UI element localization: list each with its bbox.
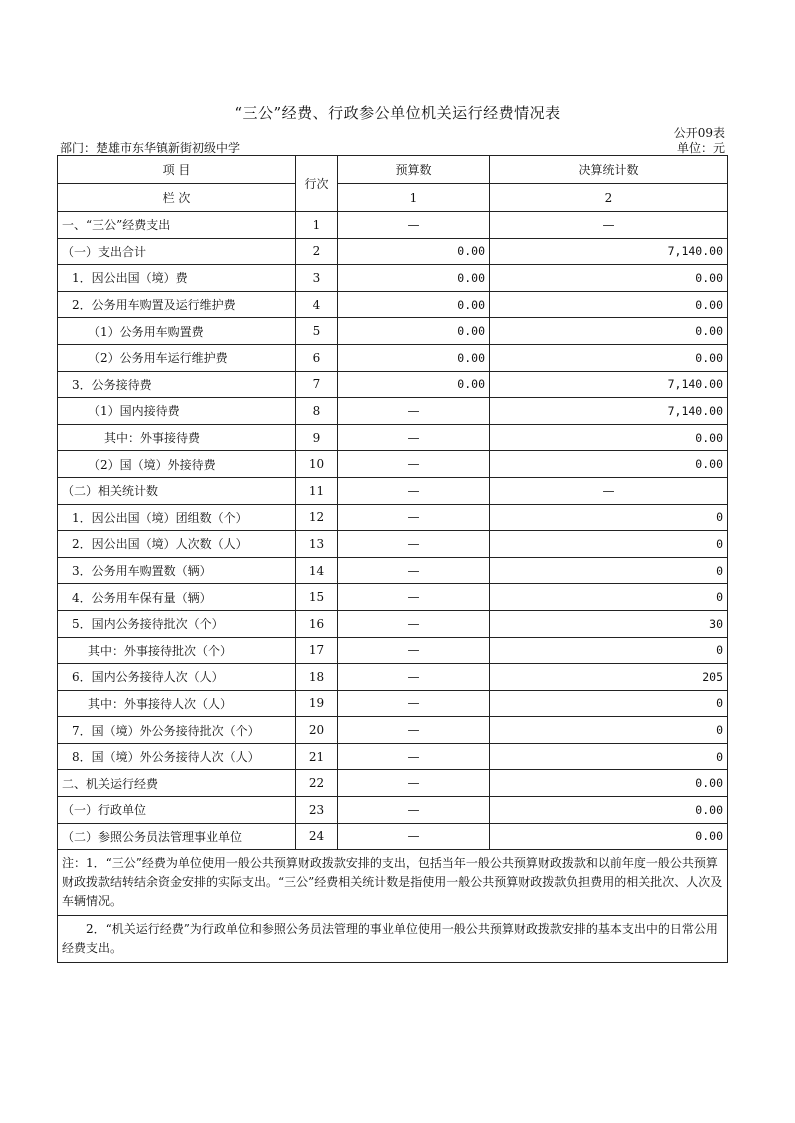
budget-value: — bbox=[338, 451, 490, 478]
actual-value: 0 bbox=[490, 637, 728, 664]
table-row bbox=[58, 557, 728, 584]
department-label: 部门：楚雄市东华镇新街初级中学 bbox=[60, 141, 241, 155]
row-label: （2）公务用车运行维护费 bbox=[58, 344, 296, 371]
note-row-1 bbox=[58, 850, 728, 916]
row-number: 1 bbox=[296, 212, 338, 239]
row-number: 11 bbox=[296, 477, 338, 504]
actual-value: 0.00 bbox=[490, 823, 728, 850]
table-row bbox=[58, 371, 728, 398]
row-label: 一、“三公”经费支出 bbox=[58, 212, 296, 239]
header-actual: 决算统计数 bbox=[490, 156, 728, 184]
row-number: 17 bbox=[296, 637, 338, 664]
budget-value: — bbox=[338, 477, 490, 504]
table-row bbox=[58, 690, 728, 717]
row-number: 18 bbox=[296, 664, 338, 691]
table-row bbox=[58, 398, 728, 425]
header-row-no: 行次 bbox=[296, 156, 338, 212]
table-row bbox=[58, 238, 728, 265]
header-col2: 2 bbox=[490, 184, 728, 212]
row-number: 20 bbox=[296, 717, 338, 744]
table-row bbox=[58, 265, 728, 292]
row-label: 1．因公出国（境）费 bbox=[58, 265, 296, 292]
notes-body bbox=[58, 850, 728, 963]
row-label: （2）国（境）外接待费 bbox=[58, 451, 296, 478]
table-row bbox=[58, 770, 728, 797]
row-label: 其中：外事接待人次（人） bbox=[58, 690, 296, 717]
budget-value: — bbox=[338, 717, 490, 744]
actual-value: 0 bbox=[490, 584, 728, 611]
row-label: 8．国（境）外公务接待人次（人） bbox=[58, 743, 296, 770]
budget-value: — bbox=[338, 664, 490, 691]
actual-value: 0.00 bbox=[490, 451, 728, 478]
actual-value: 0.00 bbox=[490, 797, 728, 824]
row-number: 2 bbox=[296, 238, 338, 265]
actual-value: 0.00 bbox=[490, 318, 728, 345]
row-number: 14 bbox=[296, 557, 338, 584]
table-row bbox=[58, 318, 728, 345]
row-label: 3．公务用车购置数（辆） bbox=[58, 557, 296, 584]
row-label: 7．国（境）外公务接待批次（个） bbox=[58, 717, 296, 744]
row-label: （一）支出合计 bbox=[58, 238, 296, 265]
row-number: 6 bbox=[296, 344, 338, 371]
row-label: （一）行政单位 bbox=[58, 797, 296, 824]
budget-value: — bbox=[338, 557, 490, 584]
row-number: 4 bbox=[296, 291, 338, 318]
budget-value: 0.00 bbox=[338, 344, 490, 371]
note-1: 注：1．“三公”经费为单位使用一般公共预算财政拨款安排的支出，包括当年一般公共预算财政拨款和以前年度一般公共预算财政拨款结转结余资金安排的实际支出。“三公”经费相关统计数是指使用一般公共预算财政拨款负担费用的相关批次、人次及 车辆情况。 bbox=[58, 850, 728, 916]
row-label: 2．因公出国（境）人次数（人） bbox=[58, 531, 296, 558]
form-number: 公开09表 bbox=[673, 126, 725, 140]
row-number: 23 bbox=[296, 797, 338, 824]
table-row bbox=[58, 477, 728, 504]
table-row bbox=[58, 637, 728, 664]
row-number: 3 bbox=[296, 265, 338, 292]
actual-value: 0.00 bbox=[490, 291, 728, 318]
row-label: 6．国内公务接待人次（人） bbox=[58, 664, 296, 691]
header-item: 项 目 bbox=[58, 156, 296, 184]
row-number: 16 bbox=[296, 610, 338, 637]
row-number: 21 bbox=[296, 743, 338, 770]
table-row bbox=[58, 531, 728, 558]
table-body bbox=[58, 156, 728, 850]
actual-value: 0.00 bbox=[490, 424, 728, 451]
actual-value: 0 bbox=[490, 690, 728, 717]
actual-value: 0 bbox=[490, 743, 728, 770]
table-row bbox=[58, 451, 728, 478]
budget-value: 0.00 bbox=[338, 265, 490, 292]
actual-value: 0 bbox=[490, 717, 728, 744]
row-label: 5．国内公务接待批次（个） bbox=[58, 610, 296, 637]
table-row bbox=[58, 291, 728, 318]
budget-value: 0.00 bbox=[338, 318, 490, 345]
budget-value: — bbox=[338, 398, 490, 425]
budget-value: — bbox=[338, 823, 490, 850]
table-row bbox=[58, 743, 728, 770]
row-label: （1）公务用车购置费 bbox=[58, 318, 296, 345]
row-label: （二）相关统计数 bbox=[58, 477, 296, 504]
note-2: 2．“机关运行经费”为行政单位和参照公务员法管理的事业单位使用一般公共预算财政拨款安排的基本支出中的日常公用经费支出。 bbox=[58, 916, 728, 963]
row-label: 4．公务用车保有量（辆） bbox=[58, 584, 296, 611]
unit-label: 单位：元 bbox=[676, 141, 725, 155]
row-label: 3．公务接待费 bbox=[58, 371, 296, 398]
budget-value: — bbox=[338, 637, 490, 664]
actual-value: 0 bbox=[490, 504, 728, 531]
budget-value: — bbox=[338, 424, 490, 451]
table-row bbox=[58, 212, 728, 239]
row-number: 7 bbox=[296, 371, 338, 398]
row-number: 15 bbox=[296, 584, 338, 611]
budget-value: — bbox=[338, 531, 490, 558]
budget-value: — bbox=[338, 770, 490, 797]
budget-value: — bbox=[338, 212, 490, 239]
table-row bbox=[58, 504, 728, 531]
actual-value: 7,140.00 bbox=[490, 371, 728, 398]
actual-value: 0.00 bbox=[490, 344, 728, 371]
actual-value: 7,140.00 bbox=[490, 398, 728, 425]
row-label: 2．公务用车购置及运行维护费 bbox=[58, 291, 296, 318]
column-index-row bbox=[58, 184, 728, 212]
budget-value: 0.00 bbox=[338, 291, 490, 318]
row-label: （1）国内接待费 bbox=[58, 398, 296, 425]
budget-value: — bbox=[338, 743, 490, 770]
row-number: 9 bbox=[296, 424, 338, 451]
row-label: 其中：外事接待费 bbox=[58, 424, 296, 451]
actual-value: 0 bbox=[490, 531, 728, 558]
budget-value: 0.00 bbox=[338, 371, 490, 398]
header-column: 栏 次 bbox=[58, 184, 296, 212]
row-number: 5 bbox=[296, 318, 338, 345]
page-title: “三公”经费、行政参公单位机关运行经费情况表 bbox=[234, 104, 561, 122]
header-row bbox=[58, 156, 728, 184]
row-label: 其中：外事接待批次（个） bbox=[58, 637, 296, 664]
row-label: 1．因公出国（境）团组数（个） bbox=[58, 504, 296, 531]
row-label: （二）参照公务员法管理事业单位 bbox=[58, 823, 296, 850]
actual-value: 0 bbox=[490, 557, 728, 584]
row-number: 24 bbox=[296, 823, 338, 850]
table-row bbox=[58, 717, 728, 744]
budget-value: — bbox=[338, 690, 490, 717]
header-col1: 1 bbox=[338, 184, 490, 212]
row-number: 22 bbox=[296, 770, 338, 797]
actual-value: — bbox=[490, 212, 728, 239]
actual-value: 30 bbox=[490, 610, 728, 637]
table-row bbox=[58, 610, 728, 637]
actual-value: 0.00 bbox=[490, 770, 728, 797]
table-row bbox=[58, 823, 728, 850]
header-budget: 预算数 bbox=[338, 156, 490, 184]
actual-value: 205 bbox=[490, 664, 728, 691]
expense-table bbox=[57, 155, 728, 963]
row-number: 10 bbox=[296, 451, 338, 478]
actual-value: — bbox=[490, 477, 728, 504]
table-row bbox=[58, 797, 728, 824]
row-number: 13 bbox=[296, 531, 338, 558]
actual-value: 0.00 bbox=[490, 265, 728, 292]
actual-value: 7,140.00 bbox=[490, 238, 728, 265]
table-row bbox=[58, 664, 728, 691]
note-row-2 bbox=[58, 916, 728, 963]
row-number: 8 bbox=[296, 398, 338, 425]
table-row bbox=[58, 584, 728, 611]
row-label: 二、机关运行经费 bbox=[58, 770, 296, 797]
budget-value: — bbox=[338, 797, 490, 824]
budget-value: — bbox=[338, 584, 490, 611]
table-row bbox=[58, 344, 728, 371]
row-number: 19 bbox=[296, 690, 338, 717]
budget-value: — bbox=[338, 504, 490, 531]
table-row bbox=[58, 424, 728, 451]
row-number: 12 bbox=[296, 504, 338, 531]
budget-value: — bbox=[338, 610, 490, 637]
budget-value: 0.00 bbox=[338, 238, 490, 265]
